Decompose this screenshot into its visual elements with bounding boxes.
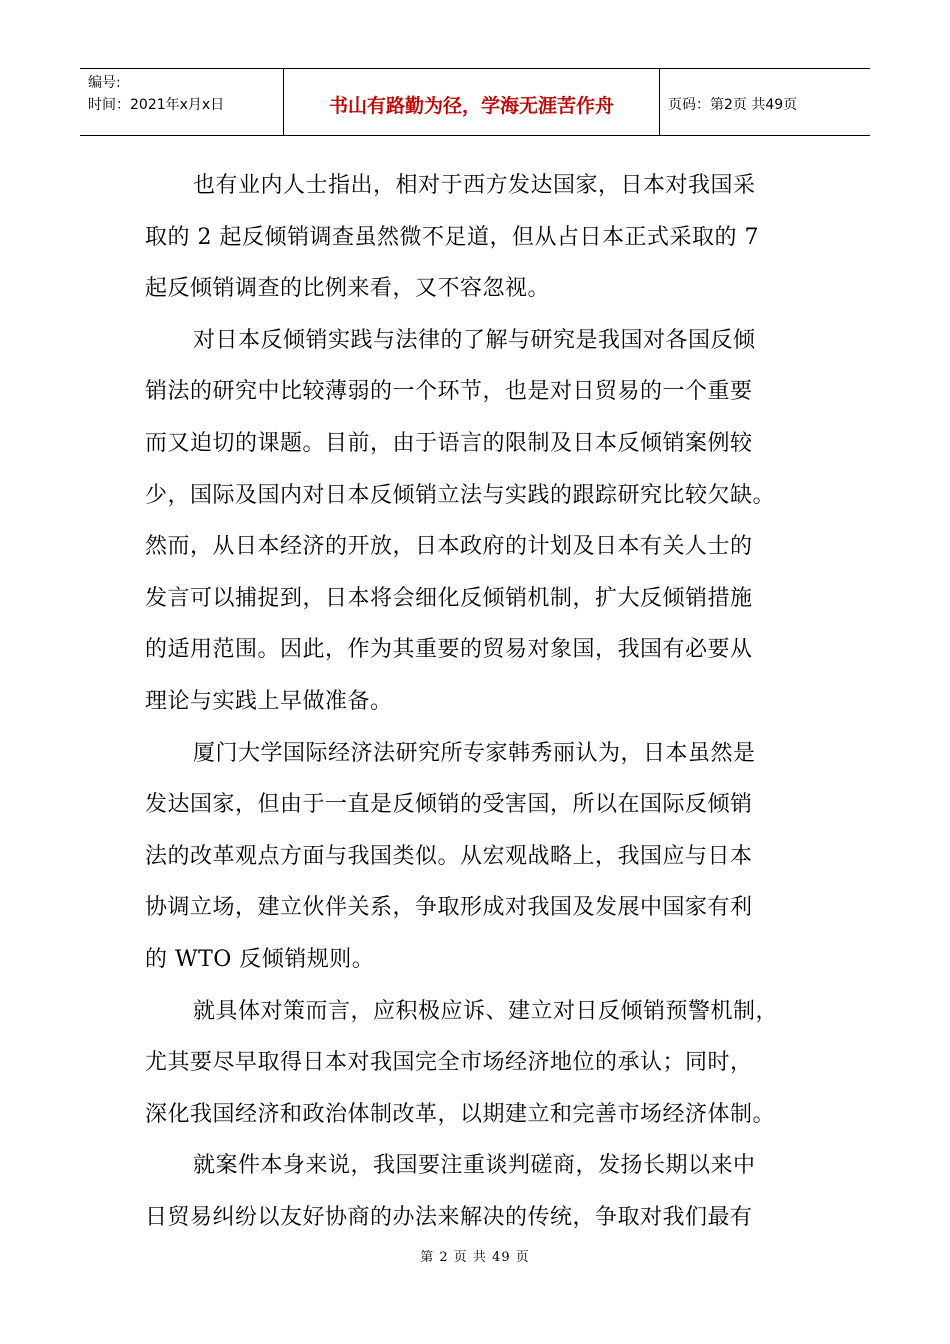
text-line: 取的 2 起反倾销调查虽然微不足道，但从占日本正式采取的 7 [145, 224, 759, 250]
header-meta [80, 69, 284, 135]
text-line: 就具体对策而言，应积极应诉、建立对日反倾销预警机制， [193, 998, 779, 1024]
paragraph [145, 728, 805, 986]
text-line: 厦门大学国际经济法研究所专家韩秀丽认为，日本虽然是 [193, 740, 756, 766]
text-line: 法的改革观点方面与我国类似。从宏观战略上，我国应与日本 [145, 843, 753, 869]
text-line: 理论与实践上早做准备。 [145, 688, 393, 714]
text-line: 日贸易纠纷以友好协商的办法来解决的传统，争取对我们最有 [145, 1204, 753, 1230]
text-line: 发达国家，但由于一直是反倾销的受害国，所以在国际反倾销 [145, 792, 753, 818]
text-line: 的适用范围。因此，作为其重要的贸易对象国，我国有必要从 [145, 637, 753, 663]
page-footer: 第 2 页 共 49 页 [420, 1250, 530, 1265]
text-line: 的 WTO 反倾销规则。 [145, 946, 375, 972]
text-line: 深化我国经济和政治体制改革，以期建立和完善市场经济体制。 [145, 1101, 776, 1127]
text-line: 销法的研究中比较薄弱的一个环节，也是对日贸易的一个重要 [145, 379, 753, 405]
number-label: 编号: [88, 75, 121, 91]
paragraph [145, 160, 805, 315]
paragraph [145, 315, 805, 728]
paragraph [145, 986, 805, 1141]
text-line: 就案件本身来说，我国要注重谈判磋商，发扬长期以来中 [193, 1153, 756, 1179]
text-line: 起反倾销调查的比例来看，又不容忽视。 [145, 276, 551, 302]
text-line: 对日本反倾销实践与法律的了解与研究是我国对各国反倾 [193, 327, 756, 353]
paragraph [145, 1140, 805, 1243]
header-motto: 书山有路勤为径，学海无涯苦作舟 [284, 69, 660, 135]
document-header [80, 68, 870, 136]
text-line: 尤其要尽早取得日本对我国完全市场经济地位的承认；同时， [145, 1050, 753, 1076]
header-page-info: 页码：第2页 共49页 [668, 97, 798, 113]
text-line: 发言可以捕捉到，日本将会细化反倾销机制，扩大反倾销措施 [145, 585, 753, 611]
text-line: 然而，从日本经济的开放，日本政府的计划及日本有关人士的 [145, 534, 753, 560]
text-line: 少，国际及国内对日本反倾销立法与实践的跟踪研究比较欠缺。 [145, 482, 776, 508]
text-line: 而又迫切的课题。目前，由于语言的限制及日本反倾销案例较 [145, 430, 753, 456]
document-body [145, 160, 805, 1243]
text-line: 也有业内人士指出，相对于西方发达国家，日本对我国采 [193, 173, 756, 198]
date-label: 时间：2021年x月x日 [88, 97, 225, 113]
text-line: 协调立场，建立伙伴关系，争取形成对我国及发展中国家有利 [145, 895, 753, 921]
